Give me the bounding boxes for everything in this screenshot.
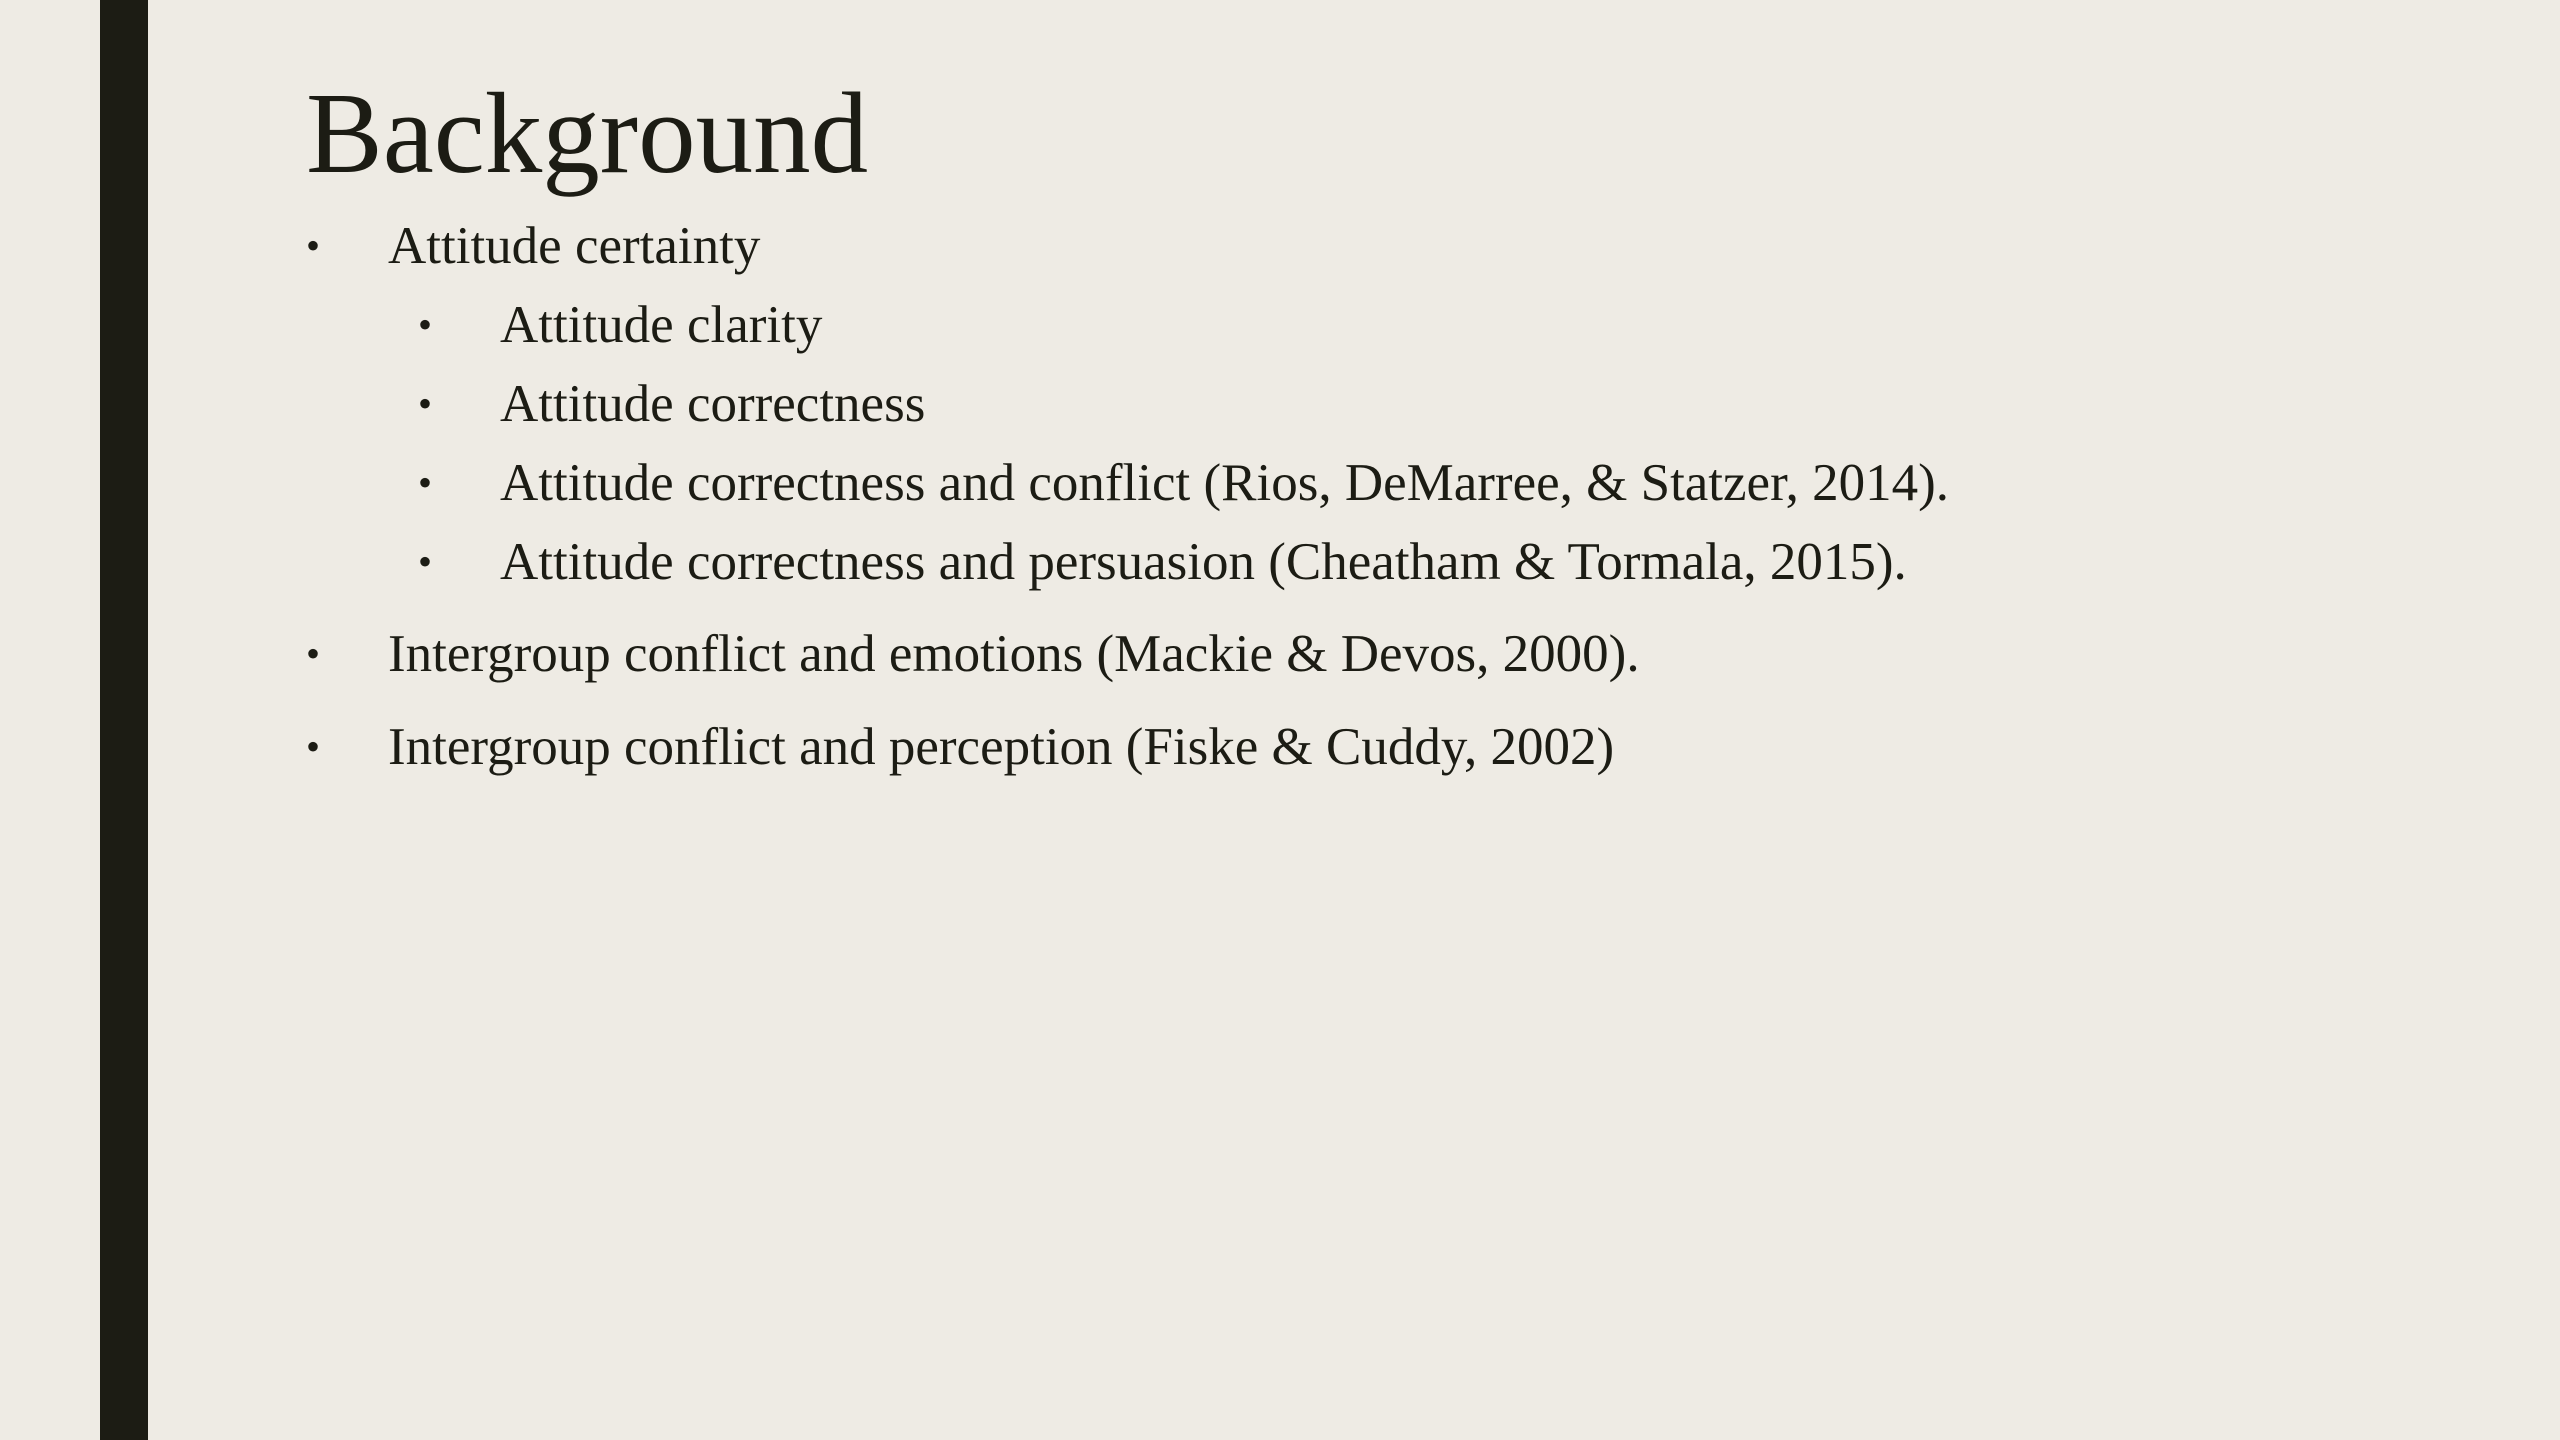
bullet-text: Intergroup conflict and perception (Fiske & Cuddy, 2002) bbox=[388, 718, 1615, 776]
bullet-item-intergroup-perception bbox=[306, 715, 1615, 779]
bullet-item-intergroup-emotions bbox=[306, 622, 1640, 686]
bullet-text: Attitude clarity bbox=[500, 296, 823, 354]
bullet-text: Attitude correctness and conflict (Rios, DeMarree, & Statzer, 2014). bbox=[500, 454, 1950, 512]
bullet-dot-icon: • bbox=[418, 460, 433, 505]
slide-title: Background bbox=[306, 70, 869, 197]
bullet-item-attitude-correctness bbox=[418, 372, 926, 436]
bullet-text: Intergroup conflict and emotions (Mackie & Devos, 2000). bbox=[388, 625, 1640, 683]
bullet-item-correctness-conflict bbox=[418, 451, 1950, 515]
bullet-dot-icon: • bbox=[418, 302, 433, 347]
bullet-dot-icon: • bbox=[306, 223, 321, 268]
bullet-dot-icon: • bbox=[418, 381, 433, 426]
bullet-text: Attitude correctness and persuasion (Cheatham & Tormala, 2015). bbox=[500, 533, 1907, 591]
bullet-dot-icon: • bbox=[306, 631, 321, 676]
bullet-text: Attitude correctness bbox=[500, 375, 926, 433]
bullet-dot-icon: • bbox=[418, 539, 433, 584]
bullet-item-correctness-persuasion bbox=[418, 530, 1907, 594]
bullet-dot-icon: • bbox=[306, 724, 321, 769]
bullet-text: Attitude certainty bbox=[388, 217, 761, 275]
bullet-item-attitude-certainty bbox=[306, 214, 761, 278]
bullet-item-attitude-clarity bbox=[418, 293, 823, 357]
